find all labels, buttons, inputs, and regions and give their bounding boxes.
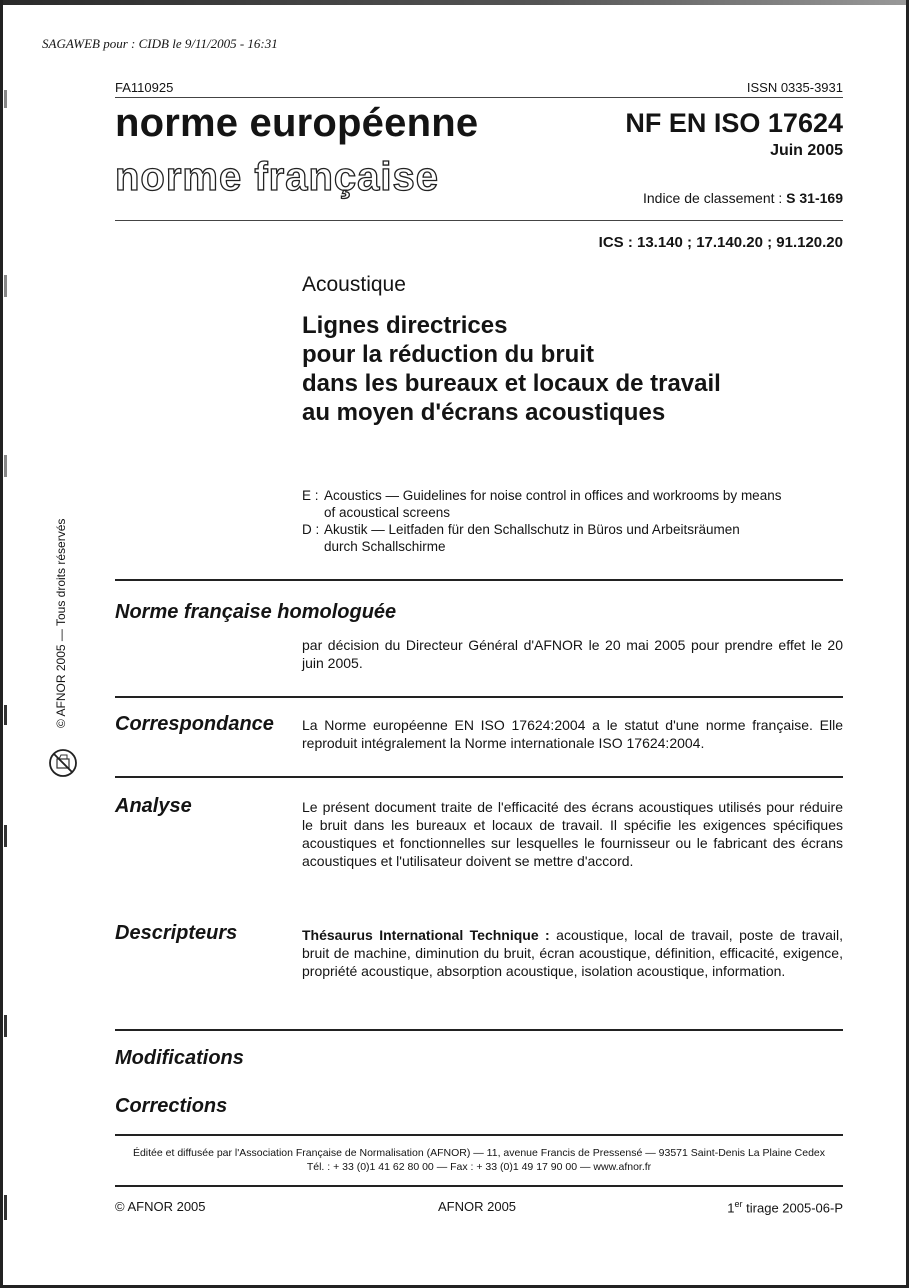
divider [115,776,843,778]
translation-german [302,521,781,555]
divider [115,1185,843,1187]
divider [115,696,843,698]
section-heading-analyse: Analyse [115,795,192,817]
scan-edge-mark [4,705,7,725]
translation-line: Akustik — Leitfaden für den Schallschutz in Büros und Arbeitsräumen [324,522,740,537]
descripteurs-text [302,926,843,980]
footer-copyright: © AFNOR 2005 [115,1199,206,1214]
section-heading-homologuee: Norme française homologuée [115,601,397,623]
section-heading-modifications: Modifications [115,1047,244,1069]
section-heading-correspondance: Correspondance [115,713,274,735]
translation-english [302,487,781,521]
divider [115,579,843,581]
indice-label: Indice de classement : [642,190,787,206]
section-heading-corrections: Corrections [115,1095,228,1117]
descripteurs-list: acoustique, local de travail, poste de travail, bruit de machine, diminution du bruit, écran acoustique, définition, efficacité, exigence, propriété acoustique, absorption acoustique, isolation acoustique, information. [302,927,843,979]
divider [115,1134,843,1136]
indice-classement [643,190,843,206]
title-line: au moyen d'écrans acoustiques [302,399,666,426]
norme-francaise-heading: norme française [115,155,440,199]
scan-edge-mark [4,90,7,108]
printing-label: tirage 2005-06-P [742,1200,843,1216]
divider [115,97,843,98]
scan-frame-left [0,0,3,1288]
indice-value: S 31-169 [786,190,843,206]
homologuee-text: par décision du Directeur Général d'AFNOR le 20 mai 2005 pour prendre effet le 20 juin 2005. [302,637,843,671]
reference-code: FA110925 [115,80,174,95]
translation-line: Acoustics — Guidelines for noise control in offices and workrooms by means [324,488,782,503]
title-line: Lignes directrices [302,312,508,339]
ics-codes: ICS : 13.140 ; 17.140.20 ; 91.120.20 [598,234,843,251]
footer-printing [727,1199,843,1215]
printing-suffix: er [734,1199,743,1209]
publication-date: Juin 2005 [770,142,843,159]
translation-lang: D : [302,522,320,537]
footer-center: AFNOR 2005 [438,1199,517,1214]
divider [115,1029,843,1031]
document-title [302,311,721,427]
title-line: pour la réduction du bruit [302,341,594,368]
scan-frame-top [0,0,909,5]
publisher-contact: Tél. : + 33 (0)1 41 62 80 00 — Fax : + 33 (0)1 49 17 90 00 — www.afnor.fr [306,1161,652,1173]
standard-number: NF EN ISO 17624 [625,108,843,138]
scan-edge-mark [4,1015,7,1037]
translation-line: durch Schallschirme [324,539,446,554]
no-photocopy-icon [48,748,78,778]
translation-line: of acoustical screens [324,505,451,520]
subject-domain: Acoustique [302,273,406,296]
sagaweb-stamp: SAGAWEB pour : CIDB le 9/11/2005 - 16:31 [42,36,278,51]
translation-lang: E : [302,488,319,503]
copyright-vertical: © AFNOR 2005 — Tous droits réservés [54,518,68,728]
analyse-text: Le présent document traite de l'efficacité des écrans acoustiques utilisés pour réduire le bruit dans les bureaux et locaux de travail. Il spécifie les exigences spécifiques acoustiques et fonctionnelles sur lesquelles le fournisseur ou le fabricant des écrans acoustiques et l'utilisateur doivent se mettre d'accord. [302,799,843,869]
scan-edge-mark [4,275,7,297]
title-translations [302,487,781,555]
publisher-info [115,1146,843,1174]
scan-edge-mark [4,1195,7,1220]
scan-edge-mark [4,455,7,477]
correspondance-text: La Norme européenne EN ISO 17624:2004 a le statut d'une norme française. Elle reproduit intégralement la Norme internationale ISO 17624:2004. [302,717,843,751]
issn: ISSN 0335-3931 [746,80,843,95]
descripteurs-label: Thésaurus International Technique : [302,927,557,943]
norme-europeenne-heading: norme européenne [115,101,479,145]
printing-number: 1 [727,1200,735,1216]
divider [115,220,843,221]
title-line: dans les bureaux et locaux de travail [302,370,721,397]
publisher-address: Éditée et diffusée par l'Association Française de Normalisation (AFNOR) — 11, avenue Francis de Pressensé — 93571 Saint-Denis La Plaine Cedex [132,1147,826,1159]
section-heading-descripteurs: Descripteurs [115,922,238,944]
scan-edge-mark [4,825,7,847]
